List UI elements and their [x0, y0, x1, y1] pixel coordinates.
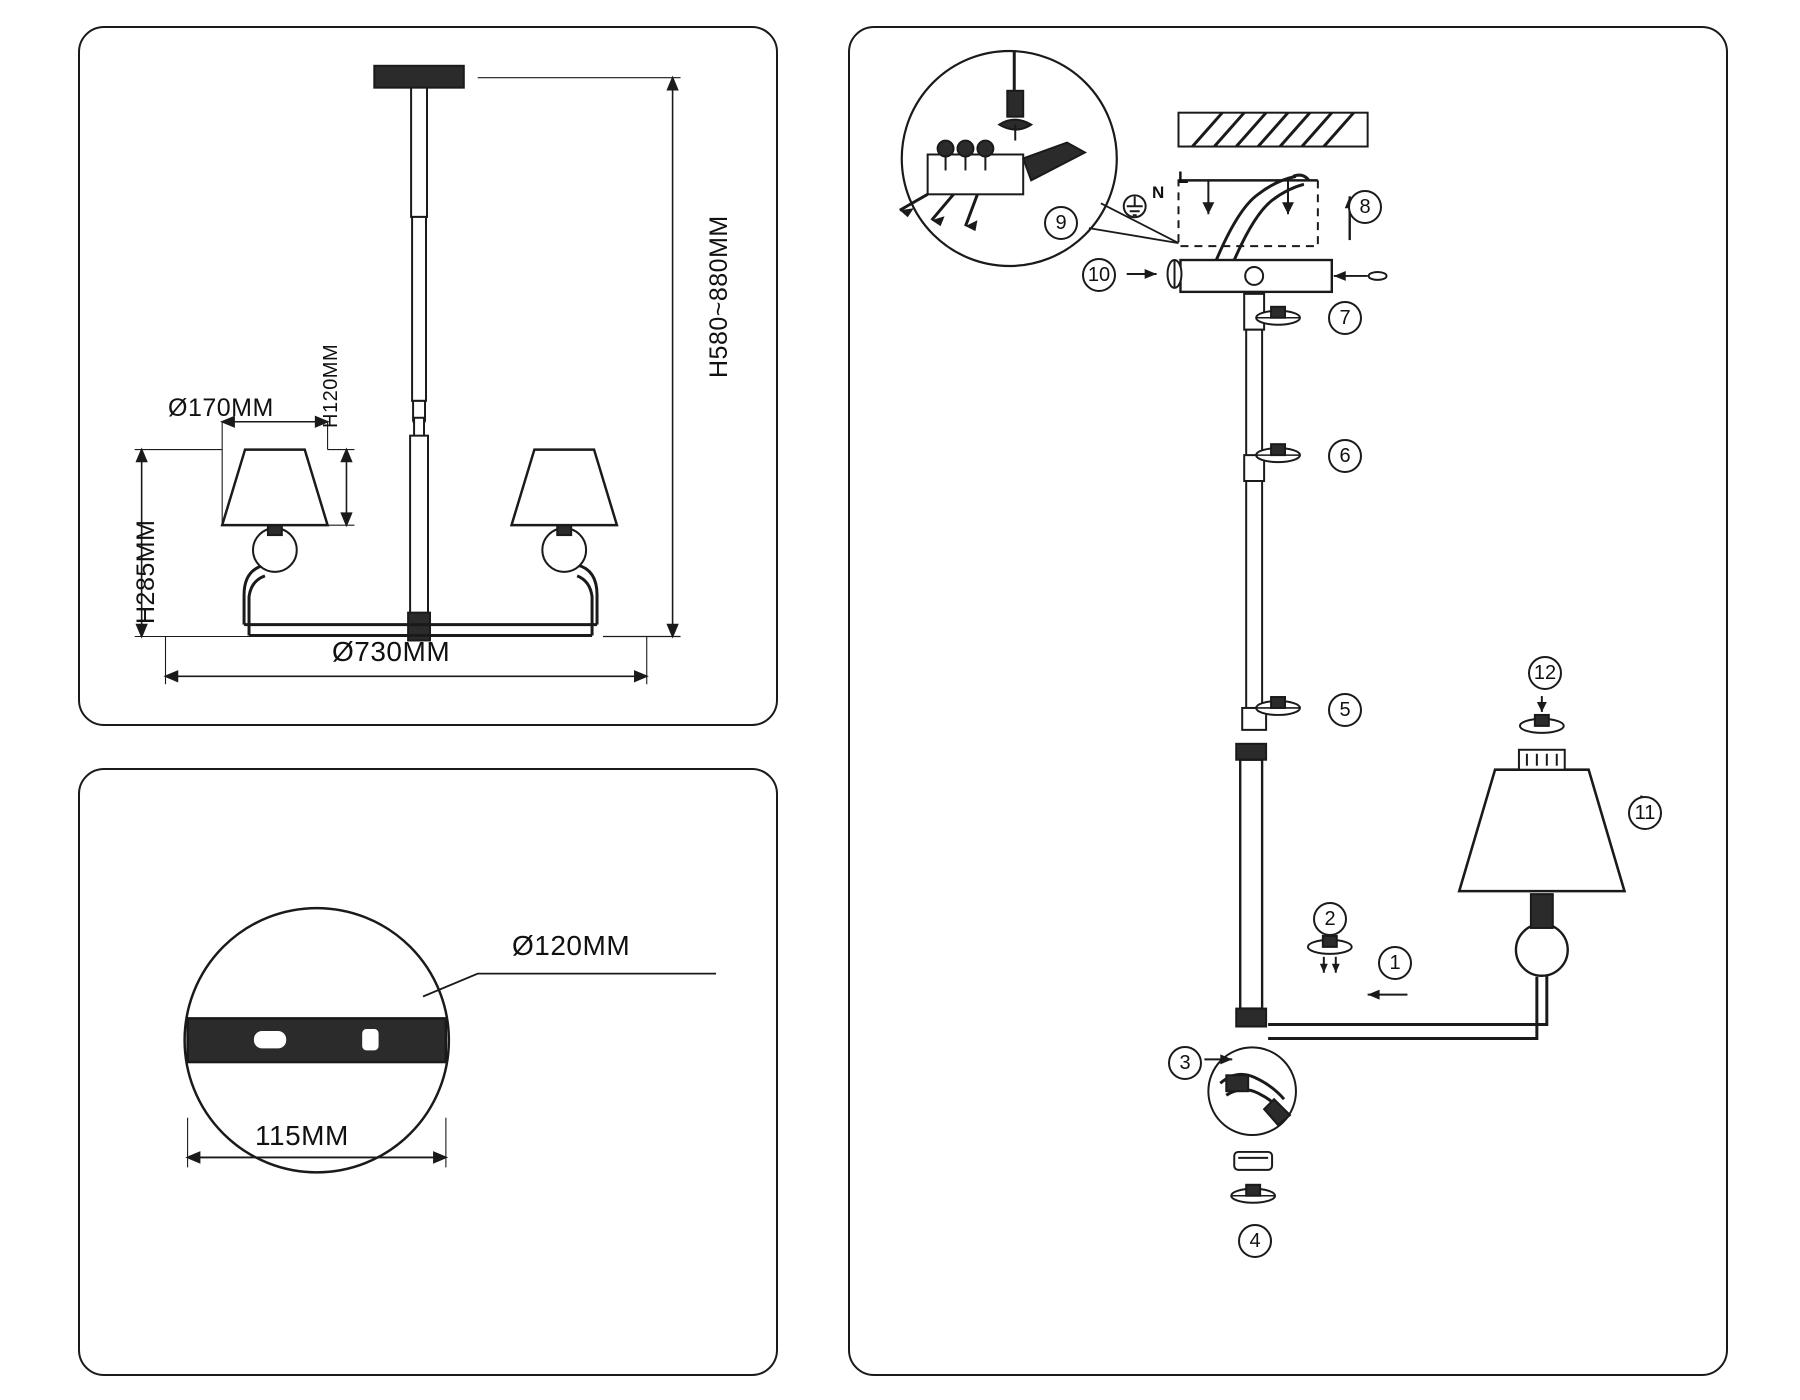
callout-step-8[interactable]: 8 — [1348, 190, 1382, 224]
callout-step-5[interactable]: 5 — [1328, 693, 1362, 727]
callout-step-10[interactable]: 10 — [1082, 258, 1116, 292]
label-spread-diameter: Ø730MM — [332, 636, 451, 667]
terminal-label-live: L — [1178, 168, 1189, 187]
product-dimensions-panel — [78, 26, 778, 726]
callout-step-2[interactable]: 2 — [1313, 902, 1347, 936]
label-canopy-width: 115MM — [255, 1120, 349, 1151]
ceiling-plate-icon — [374, 66, 463, 88]
lamp-shade — [1459, 770, 1624, 891]
label-shade-height: H120MM — [320, 343, 342, 428]
callout-step-1[interactable]: 1 — [1378, 946, 1412, 980]
dimensions-drawing — [80, 28, 776, 724]
callout-step-12[interactable]: 12 — [1528, 656, 1562, 690]
label-height-range: H580~880MM — [705, 215, 733, 378]
label-shade-diameter: Ø170MM — [168, 394, 274, 422]
canopy-detail-panel — [78, 768, 778, 1376]
callout-step-4[interactable]: 4 — [1238, 1224, 1272, 1258]
callout-step-11[interactable]: 11 — [1628, 796, 1662, 830]
assembly-panel — [848, 26, 1728, 1376]
assembly-drawing — [850, 28, 1726, 1374]
terminal-label-neutral: N — [1152, 183, 1165, 202]
ceiling-hatch — [1179, 113, 1368, 147]
canopy-drawing — [80, 770, 776, 1374]
callout-step-9[interactable]: 9 — [1044, 206, 1078, 240]
label-canopy-diameter: Ø120MM — [512, 930, 631, 961]
callout-step-3[interactable]: 3 — [1168, 1046, 1202, 1080]
callout-step-7[interactable]: 7 — [1328, 301, 1362, 335]
callout-step-6[interactable]: 6 — [1328, 439, 1362, 473]
label-fixture-height: H285MM — [132, 519, 160, 624]
